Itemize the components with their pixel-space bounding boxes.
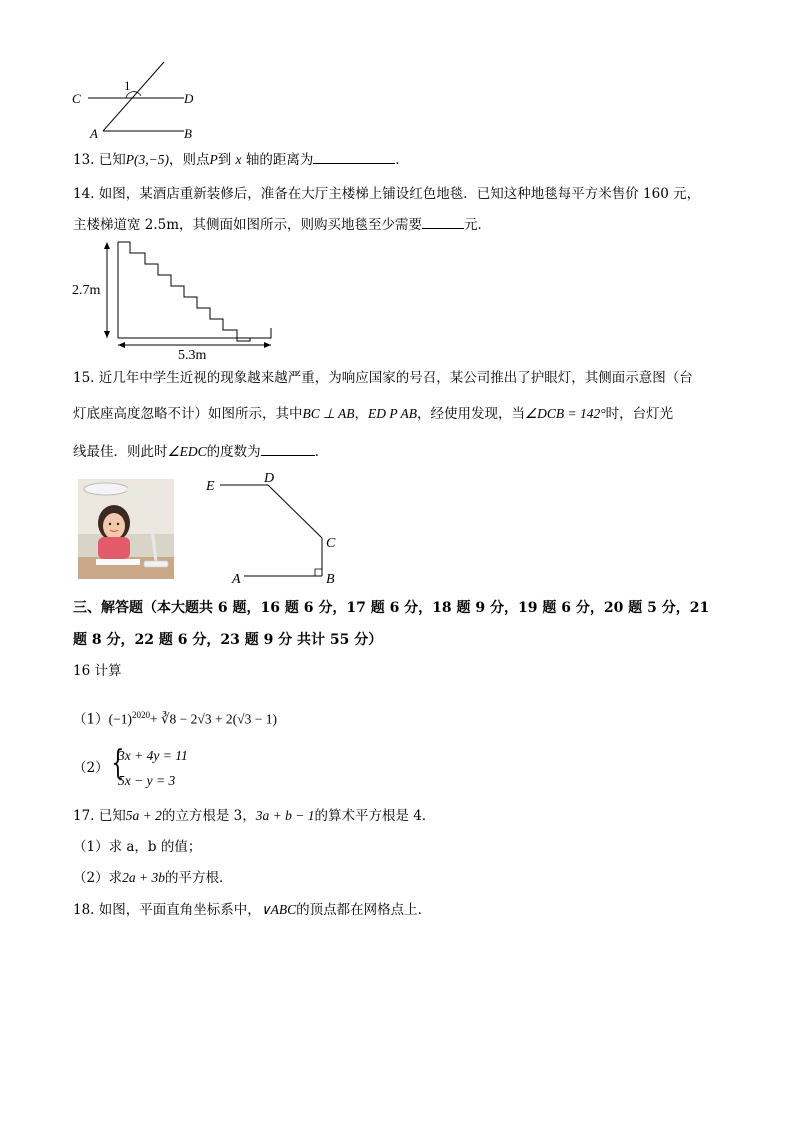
q18-line1a: 18. 如图，平面直角坐标系中， (73, 902, 261, 918)
label-c: C (326, 536, 336, 551)
q13-answer-blank[interactable] (313, 149, 395, 164)
q17-expr1: 5a + 2 (125, 808, 162, 823)
question-17-part2 (73, 868, 232, 888)
q15-comma: ， (354, 406, 369, 422)
label-a: A (232, 572, 241, 587)
q15-line3c: ． (314, 444, 329, 460)
parallel-lines-figure (66, 56, 216, 146)
q17-expr3: 2a + 3b (122, 870, 165, 885)
q16-p2-label: （2） (73, 760, 109, 776)
right-angle-mark (315, 569, 322, 576)
staircase-figure (70, 238, 280, 364)
q15-angle: ∠DCB = 142° (525, 406, 606, 421)
lamp-diagram (200, 466, 350, 590)
width-arrow-left (118, 342, 125, 348)
q13-prefix: 13. 已知 (73, 152, 126, 168)
q16-p1-exponent: 2020 (131, 710, 150, 720)
label-b: B (326, 572, 335, 587)
q15-line2b: ，经使用发现，当 (417, 406, 526, 422)
q13-point: P(3,−5) (125, 152, 169, 167)
question-14-line1: 14. 如图，某酒店重新装修后，准备在大厅主楼梯上铺设红色地毯．已知这种地毯每平方米售价 160 元， (73, 186, 701, 202)
q15-line2a: 灯底座高度忽略不计）如图所示，其中 (73, 406, 303, 422)
height-label: 2.7m (72, 283, 101, 298)
label-c: C (72, 91, 81, 106)
question-13 (73, 149, 409, 170)
q13-p: P (209, 152, 218, 167)
q13-tail: ． (395, 152, 409, 168)
question-14-line2 (73, 214, 491, 235)
q17-line1c: 的算术平方根是 4． (314, 808, 436, 824)
stairs-outline (118, 242, 271, 341)
q13-end: 轴的距离为 (245, 152, 314, 168)
q16-p1-label: （1） (73, 711, 109, 728)
q17-expr2: 3a + b − 1 (255, 808, 315, 823)
q13-mid: ，则点 (169, 152, 210, 168)
q17-line1b: 的立方根是 3， (161, 808, 256, 824)
question-18 (73, 900, 431, 920)
q14-line2b: 元． (464, 217, 492, 233)
width-label: 5.3m (178, 348, 207, 363)
q15-ed-ab: ED P AB (368, 406, 418, 421)
label-b: B (184, 126, 192, 141)
question-15-line1: 15. 近几年中学生近视的现象越来越严重，为响应国家的号召，某公司推出了护眼灯，其侧面示意图（台 (73, 370, 693, 386)
q17-line1a: 17. 已知 (73, 808, 126, 824)
q16-p1-base: (−1) (108, 711, 132, 727)
question-16-part1 (73, 705, 277, 730)
q13-to: 到 (217, 152, 232, 168)
question-17 (73, 806, 435, 826)
q13-x: x (235, 152, 242, 167)
q16-equation-2: 5x − y = 3 (118, 773, 176, 788)
transversal (103, 62, 164, 131)
q14-answer-blank[interactable] (422, 214, 464, 229)
q15-line3a: 线最佳．则此时 (73, 444, 168, 460)
section-3-heading-line1: 三、解答题（本大题共 6 题，16 题 6 分，17 题 6 分，18 题 9 分，19 题 6 分，20 题 5 分，21 (73, 600, 710, 616)
q15-angle2: ∠EDC (167, 444, 207, 459)
q15-answer-blank[interactable] (261, 441, 315, 456)
label-a: A (90, 126, 98, 141)
height-arrow-bottom (104, 331, 110, 338)
q18-triangle: ∨ABC (260, 902, 297, 917)
label-1: 1 (124, 78, 131, 93)
desk-lamp-photo (78, 479, 174, 579)
q14-line2a: 主楼梯道宽 2.5m，其侧面如图所示，则购买地毯至少需要 (73, 217, 423, 233)
section-3-heading-line2: 题 8 分，22 题 6 分，23 题 9 分 共计 55 分） (73, 632, 383, 648)
question-16-title: 16 计算 (73, 663, 122, 679)
height-arrow-top (104, 242, 110, 249)
q16-equation-1: 3x + 4y = 11 (118, 748, 188, 763)
question-15-line2 (73, 404, 673, 424)
q15-bc-ab: BC ⊥ AB (302, 406, 355, 421)
question-17-part1: （1）求 a，b 的值； (73, 839, 202, 855)
label-e: E (206, 479, 215, 494)
label-d: D (264, 471, 275, 486)
width-arrow-right (264, 342, 271, 348)
q18-line1b: 的顶点都在网格点上． (296, 902, 432, 918)
label-d: D (184, 91, 194, 106)
question-16-part2 (73, 758, 109, 778)
q15-line3b: 的度数为 (206, 444, 261, 460)
segment-dc (268, 485, 322, 538)
q17-p2a: （2）求 (73, 870, 123, 886)
q16-p1-rest: + ∛8 − 2√3 + 2(√3 − 1) (149, 711, 277, 727)
question-15-line3 (73, 441, 328, 462)
q17-p2b: 的平方根． (164, 870, 233, 886)
q16-brace: { (111, 743, 125, 783)
q15-line2c: 时，台灯光 (605, 406, 674, 422)
